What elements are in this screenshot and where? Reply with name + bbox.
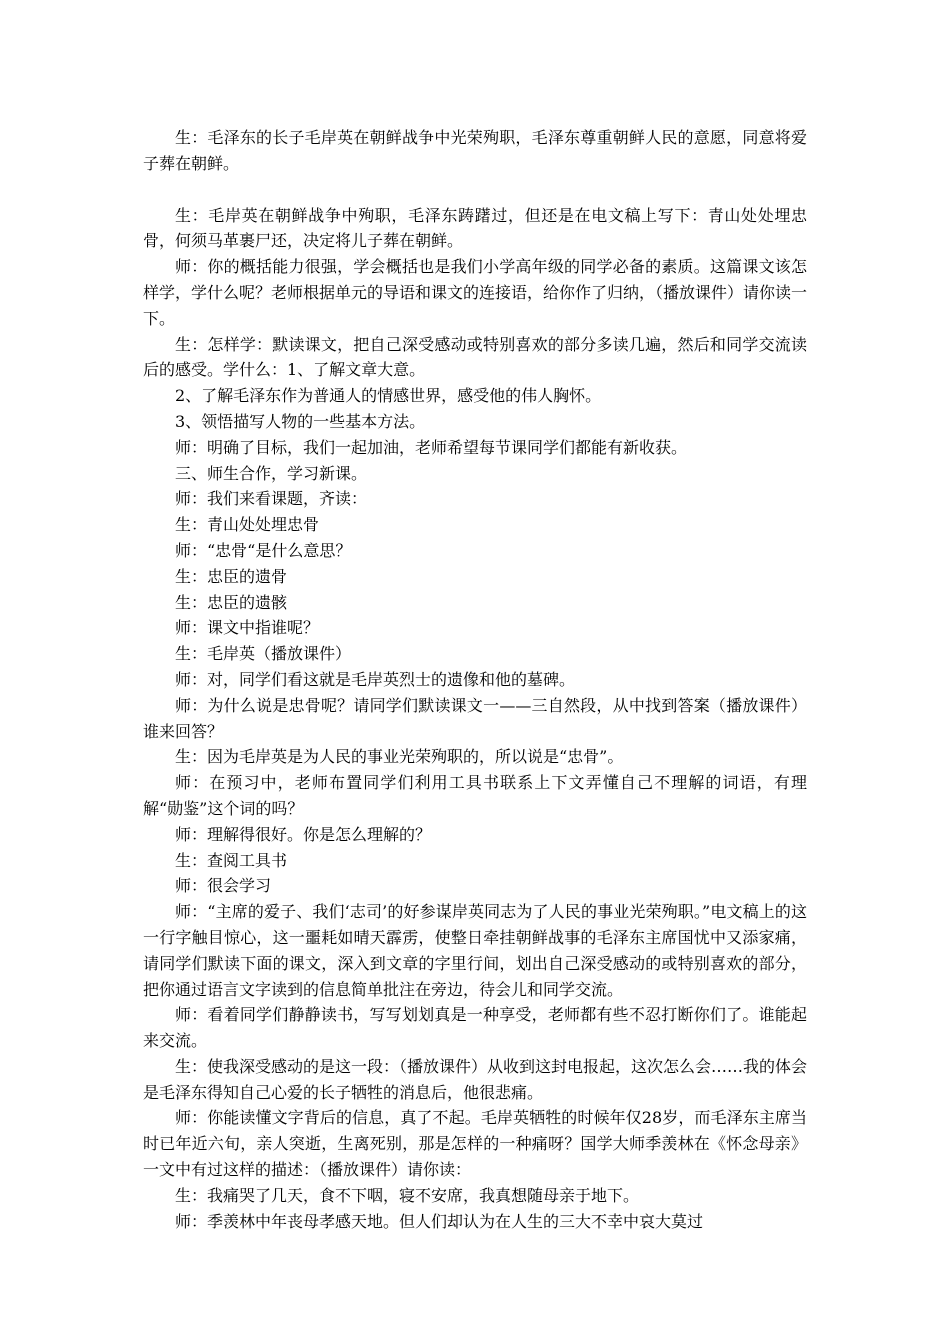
paragraph: 师：为什么说是忠骨呢？请同学们默读课文一——三自然段，从中找到答案（播放课件）谁来回答？ [143, 695, 807, 741]
paragraph: 师：“主席的爱子、我们‘志司’的好参谋岸英同志为了人民的事业光荣殉职。”电文稿上的这一行字触目惊心，这一噩耗如晴天霹雳，使整日牵挂朝鲜战事的毛泽东主席国忧中又添家痛，请同学们默读下面的课文，深入到文章的字里行间，划出自己深受感动的或特别喜欢的部分，把你通过语言文字读到的信息简单批注在旁边，待会儿和同学交流。 [143, 902, 807, 999]
paragraph: 师：看着同学们静静读书，写写划划真是一种享受，老师都有些不忍打断你们了。谁能起来交流。 [143, 1005, 807, 1051]
paragraph: 师：明确了目标，我们一起加油，老师希望每节课同学们都能有新收获。 [175, 437, 688, 457]
paragraph: 生：忠臣的遗骨 [175, 566, 288, 586]
paragraph: 生：查阅工具书 [175, 850, 288, 870]
paragraph: 师：在预习中，老师布置同学们利用工具书联系上下文弄懂自己不理解的词语，有理解“勋鉴”这个词的吗？ [143, 773, 807, 818]
paragraph: 生：忠臣的遗骸 [175, 592, 288, 612]
paragraph: 2、了解毛泽东作为普通人的情感世界，感受他的伟人胸怀。 [175, 386, 602, 406]
section-heading: 三、师生合作，学习新课。 [175, 463, 368, 483]
paragraph: 生：我痛哭了几天，食不下咽，寝不安席，我真想随母亲于地下。 [175, 1185, 640, 1205]
paragraph: 生：怎样学：默读课文，把自己深受感动或特别喜欢的部分多读几遍，然后和同学交流读后的感受。学什么：1、了解文章大意。 [143, 334, 807, 380]
paragraph: 师：你的概括能力很强，学会概括也是我们小学高年级的同学必备的素质。这篇课文该怎样学，学什么呢？老师根据单元的导语和课文的连接语，给你作了归纳，（播放课件）请你读一下。 [143, 257, 808, 328]
paragraph: 生：毛岸英在朝鲜战争中殉职，毛泽东踌躇过，但还是在电文稿上写下：青山处处埋忠骨，何须马革裹尸还，决定将儿子葬在朝鲜。 [143, 205, 807, 251]
paragraph: 师：对，同学们看这就是毛岸英烈士的遗像和他的墓碑。 [175, 669, 576, 689]
paragraph: 3、领悟描写人物的一些基本方法。 [175, 411, 426, 431]
paragraph: 师：你能读懂文字背后的信息，真了不起。毛岸英牺牲的时候年仅28岁，而毛泽东主席当时已年近六旬，亲人突逝，生离死别，那是怎样的一种痛呀？国学大师季羡林在《怀念母亲》一文中有过这样的描述：（播放课件）请你读： [143, 1108, 807, 1180]
paragraph: 师：季羡林中年丧母孝感天地。但人们却认为在人生的三大不幸中哀大莫过 [175, 1211, 704, 1231]
paragraph: 师：理解得很好。你是怎么理解的？ [175, 824, 432, 844]
paragraph: 师：“忠骨“是什么意思？ [175, 540, 352, 560]
paragraph: 生：青山处处埋忠骨 [175, 515, 320, 535]
paragraph: 生：因为毛岸英是为人民的事业光荣殉职的，所以说是“忠骨”。 [175, 747, 624, 767]
blank-line [143, 177, 807, 203]
paragraph: 生：使我深受感动的是这一段：（播放课件）从收到这封电报起，这次怎么会……我的体会是毛泽东得知自己心爱的长子牺牲的消息后，他很悲痛。 [143, 1056, 808, 1102]
paragraph: 生：毛岸英（播放课件） [175, 644, 352, 664]
paragraph: 师：课文中指谁呢？ [175, 618, 320, 638]
paragraph: 师：我们来看课题，齐读： [175, 489, 368, 509]
paragraph: 师：很会学习 [175, 876, 272, 896]
document-body [143, 125, 807, 1234]
paragraph: 生：毛泽东的长子毛岸英在朝鲜战争中光荣殉职，毛泽东尊重朝鲜人民的意愿，同意将爱子葬在朝鲜。 [143, 128, 807, 173]
